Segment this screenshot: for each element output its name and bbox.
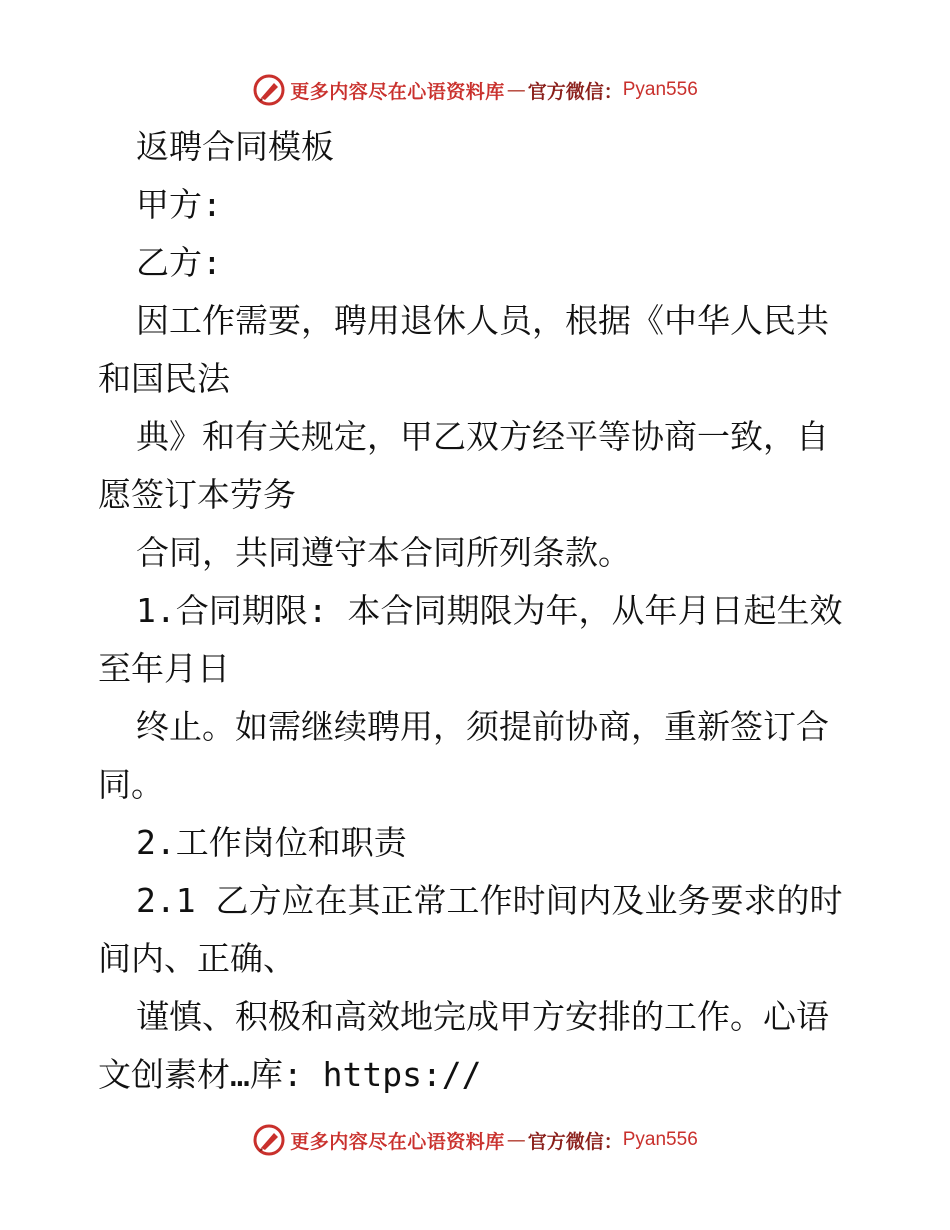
text-line: 同。 <box>98 765 164 804</box>
party-b-line: 乙方: <box>136 243 222 282</box>
banner-separator: — <box>506 79 526 101</box>
section-2-heading: 2.工作岗位和职责 <box>136 823 407 862</box>
pen-nib-logo-icon <box>252 73 286 107</box>
text-line: 和国民法 <box>98 359 230 398</box>
text-line: 文创素材…库: https:// <box>98 1055 482 1094</box>
section-1-heading: 1.合同期限: 本合同期限为年，从年月日起生效 <box>136 591 843 630</box>
text-line: 合同，共同遵守本合同所列条款。 <box>136 533 631 572</box>
banner-wechat-label: 官方微信： <box>527 1130 623 1153</box>
party-a-line: 甲方: <box>136 185 222 224</box>
footer-watermark-banner <box>0 1120 950 1160</box>
document-title: 返聘合同模板 <box>136 127 334 166</box>
pen-nib-logo-icon <box>252 1123 286 1157</box>
text-line: 至年月日 <box>98 649 230 688</box>
document-body <box>98 118 858 1104</box>
header-watermark-banner <box>0 70 950 110</box>
banner-separator: — <box>506 1129 526 1151</box>
banner-wechat-id: Pyan556 <box>622 1129 698 1150</box>
text-line: 愿签订本劳务 <box>98 475 296 514</box>
banner-brand-text: 更多内容尽在心语资料库 <box>290 80 505 103</box>
clause-2-1-line: 2.1 乙方应在其正常工作时间内及业务要求的时 <box>136 881 843 920</box>
banner-brand-text: 更多内容尽在心语资料库 <box>290 1130 505 1153</box>
banner-wechat-id: Pyan556 <box>622 79 698 100</box>
text-line: 间内、正确、 <box>98 939 296 978</box>
banner-wechat-label: 官方微信： <box>527 80 623 103</box>
text-line: 典》和有关规定，甲乙双方经平等协商一致，自 <box>136 417 829 456</box>
text-line: 因工作需要，聘用退休人员，根据《中华人民共 <box>136 301 829 340</box>
text-line: 终止。如需继续聘用，须提前协商，重新签订合 <box>136 707 829 746</box>
text-line: 谨慎、积极和高效地完成甲方安排的工作。心语 <box>136 997 829 1036</box>
